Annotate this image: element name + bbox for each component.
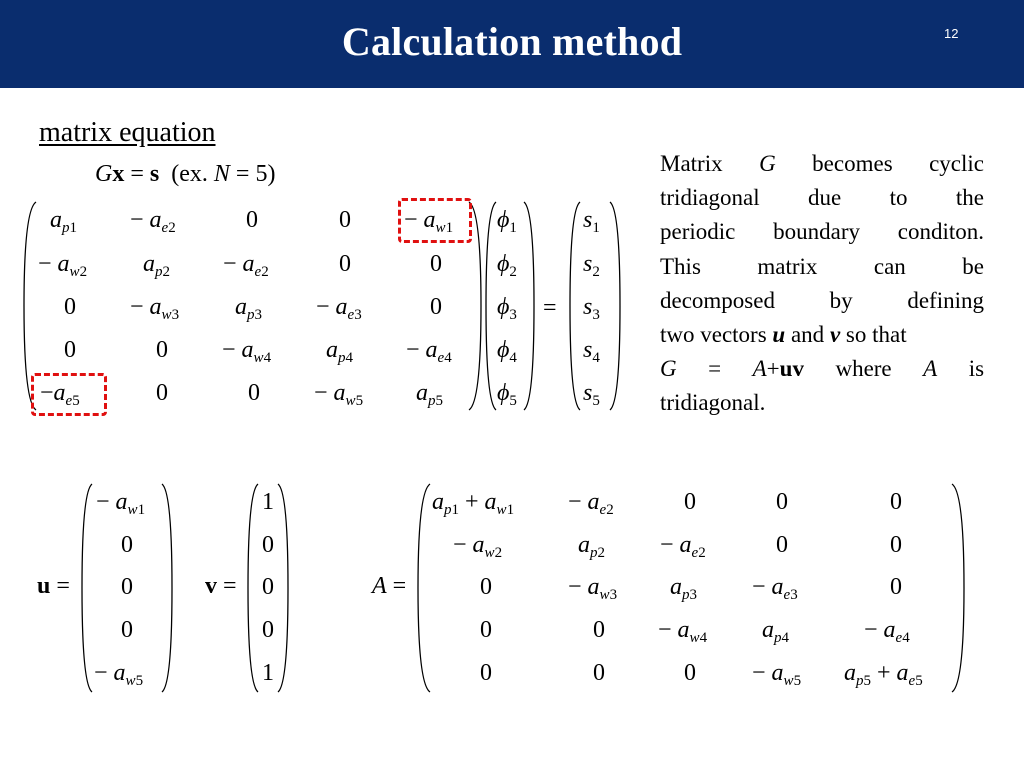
eq-equals: = [130,161,144,187]
v-right-paren [276,482,290,694]
g-r4-c1: 0 [64,337,76,363]
a-r3-c1: 0 [480,574,492,600]
phi-left-paren [484,200,498,412]
g-r1-c5: − $a_{w1}$ [404,207,454,236]
a-r3-c4: − $a_{e3}$ [752,574,798,603]
slide-title: Calculation method [341,19,683,64]
phi-5: $\phi_5$ [497,380,517,409]
a-label: A = [372,573,407,599]
v-5: 1 [262,660,274,686]
a-r2-c4: 0 [776,532,788,558]
v-left-paren [246,482,260,694]
a-r5-c3: 0 [684,660,696,686]
u-3: 0 [121,574,133,600]
a-r1-c1: $a_{p1} + a_{w1}$ [432,489,515,518]
a-r4-c1: 0 [480,617,492,643]
g-r3-c2: − $a_{w3}$ [130,294,180,323]
v-3: 0 [262,574,274,600]
g-r3-c1: 0 [64,294,76,320]
a-r2-c5: 0 [890,532,902,558]
desc-line-4: This matrix can be [660,253,984,279]
g-r2-c4: 0 [339,251,351,277]
v-4: 0 [262,617,274,643]
g-r1-c1: $a_{p1}$ [50,207,77,236]
desc-line-6: two vectors u and v so that [660,322,907,348]
g-r1-c2: − $a_{e2}$ [130,207,176,236]
g-r5-c2: 0 [156,380,168,406]
a-r2-c2: $a_{p2}$ [578,532,605,561]
equals-sign: = [543,295,557,321]
g-r4-c4: $a_{p4}$ [326,337,353,366]
eq-N: N [213,161,230,187]
g-r1-c3: 0 [246,207,258,233]
desc-line-2: tridiagonal due to the [660,185,984,211]
desc-line-5: decomposed by defining [660,287,984,313]
a-r4-c3: − $a_{w4}$ [658,617,708,646]
a-r5-c1: 0 [480,660,492,686]
a-r5-c5: $a_{p5} + a_{e5}$ [844,660,923,689]
g-r4-c3: − $a_{w4}$ [222,337,272,366]
a-r2-c3: − $a_{e2}$ [660,532,706,561]
g-r5-c5: $a_{p5}$ [416,380,443,409]
u-4: 0 [121,617,133,643]
g-r2-c5: 0 [430,251,442,277]
u-1: − $a_{w1}$ [96,489,146,518]
g-r5-c4: − $a_{w5}$ [314,380,364,409]
s-5: $s_5$ [583,380,600,409]
u-left-paren [80,482,94,694]
phi-1: $\phi_1$ [497,207,517,236]
a-right-paren [950,482,966,694]
a-r3-c3: $a_{p3}$ [670,574,697,603]
desc-line-7: G = A+uv where A is [660,356,985,382]
phi-3: $\phi_3$ [497,294,517,323]
eq-example-value: = 5) [235,161,276,187]
a-r3-c5: 0 [890,574,902,600]
u-label: u = [37,573,70,599]
a-r5-c4: − $a_{w5}$ [752,660,802,689]
a-left-paren [416,482,432,694]
v-2: 0 [262,532,274,558]
page-number: 12 [944,26,959,41]
highlight-box-aw1 [398,198,472,243]
a-r5-c2: 0 [593,660,605,686]
a-r1-c3: 0 [684,489,696,515]
g-r5-c3: 0 [248,380,260,406]
a-r4-c4: $a_{p4}$ [762,617,789,646]
v-1: 1 [262,489,274,515]
s-left-paren [568,200,582,412]
g-r5-c1: $-a_{e5}$ [40,380,80,409]
a-r1-c5: 0 [890,489,902,515]
phi-4: $\phi_4$ [497,337,517,366]
s-3: $s_3$ [583,294,600,323]
g-r2-c1: − $a_{w2}$ [38,251,88,280]
phi-2: $\phi_2$ [497,251,517,280]
matrix-equation-line [95,161,275,188]
s-4: $s_4$ [583,337,600,366]
a-r3-c2: − $a_{w3}$ [568,574,618,603]
section-heading: matrix equation [39,117,216,148]
desc-line-1: Matrix G becomes cyclic [660,151,985,176]
eq-s: s [149,161,160,187]
eq-x: x [112,161,125,187]
description-paragraph [660,147,984,421]
u-2: 0 [121,532,133,558]
g-r3-c3: $a_{p3}$ [235,294,262,323]
g-r4-c5: − $a_{e4}$ [406,337,452,366]
phi-right-paren [522,200,536,412]
v-label: v = [205,573,237,599]
eq-G: G [95,161,113,187]
desc-line-3: periodic boundary conditon. [660,219,984,245]
desc-line-8: tridiagonal. [660,390,766,416]
s-right-paren [608,200,622,412]
u-5: − $a_{w5}$ [94,660,144,689]
g-r3-c4: − $a_{e3}$ [316,294,362,323]
g-r1-c4: 0 [339,207,351,233]
g-r2-c2: $a_{p2}$ [143,251,170,280]
g-r3-c5: 0 [430,294,442,320]
eq-example-prefix: (ex. [171,161,208,187]
u-right-paren [160,482,174,694]
a-r1-c4: 0 [776,489,788,515]
a-r2-c1: − $a_{w2}$ [453,532,503,561]
highlight-box-ae5 [31,373,107,416]
a-r1-c2: − $a_{e2}$ [568,489,614,518]
g-r4-c2: 0 [156,337,168,363]
a-r4-c2: 0 [593,617,605,643]
s-2: $s_2$ [583,251,600,280]
s-1: $s_1$ [583,207,600,236]
g-r2-c3: − $a_{e2}$ [223,251,269,280]
a-r4-c5: − $a_{e4}$ [864,617,910,646]
